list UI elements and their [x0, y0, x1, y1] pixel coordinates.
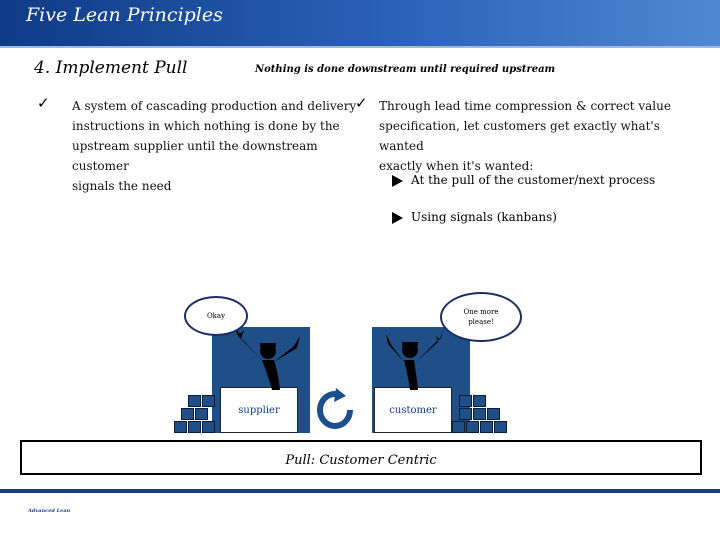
left-point-line: A system of cascading production and delivery [72, 99, 357, 113]
section-title: 4. Implement Pull [34, 58, 188, 78]
inventory-block [195, 408, 208, 420]
inventory-block [480, 421, 493, 433]
supplier-speech-bubble [184, 296, 248, 336]
left-point-text [72, 96, 362, 196]
check-icon: ✓ [37, 94, 50, 112]
right-bullet-item [392, 210, 557, 224]
customer-panel [374, 387, 452, 433]
customer-bubble-text: One more please! [463, 308, 499, 326]
inventory-block [202, 395, 215, 407]
inventory-block [452, 421, 465, 433]
supplier-bubble-text: Okay [206, 312, 226, 320]
left-point-line: instructions in which nothing is done by the [72, 119, 340, 133]
inventory-block [487, 408, 500, 420]
inventory-block [174, 421, 187, 433]
inventory-block [473, 395, 486, 407]
arrow-bullet-icon [392, 212, 403, 224]
right-bullet-text: At the pull of the customer/next process [411, 173, 656, 187]
pull-banner-text: Pull: Customer Centric [285, 453, 437, 468]
inventory-block [202, 421, 215, 433]
inventory-block [188, 395, 201, 407]
customer-speech-bubble [440, 292, 522, 342]
inventory-block [473, 408, 486, 420]
inventory-block [188, 421, 201, 433]
inventory-block [181, 408, 194, 420]
inventory-block [459, 395, 472, 407]
header-bar [0, 0, 720, 46]
right-point-line: exactly when it's wanted: [379, 159, 534, 173]
footer-divider [0, 489, 720, 493]
cycle-arrow-icon [316, 388, 356, 432]
inventory-block [459, 408, 472, 420]
supplier-label: supplier [238, 404, 280, 416]
pull-banner [20, 440, 702, 475]
arrow-bullet-icon [392, 175, 403, 187]
right-point-text [379, 96, 699, 176]
check-icon: ✓ [355, 94, 368, 112]
supplier-panel [220, 387, 298, 433]
right-point-line: Through lead time compression & correct value [379, 99, 671, 113]
slide-title: Five Lean Principles [26, 4, 223, 26]
customer-label: customer [389, 404, 437, 416]
right-point-line: specification, let customers get exactly what's wanted [379, 119, 660, 153]
section-tagline: Nothing is done downstream until required upstream [255, 64, 556, 75]
footer-text: Advanced Lean [28, 508, 71, 514]
header-divider [0, 46, 720, 48]
inventory-block [494, 421, 507, 433]
left-point-line: signals the need [72, 179, 172, 193]
right-bullet-text: Using signals (kanbans) [411, 210, 557, 224]
right-bullet-item [392, 173, 655, 187]
left-point-line: upstream supplier until the downstream customer [72, 139, 318, 173]
inventory-block [466, 421, 479, 433]
